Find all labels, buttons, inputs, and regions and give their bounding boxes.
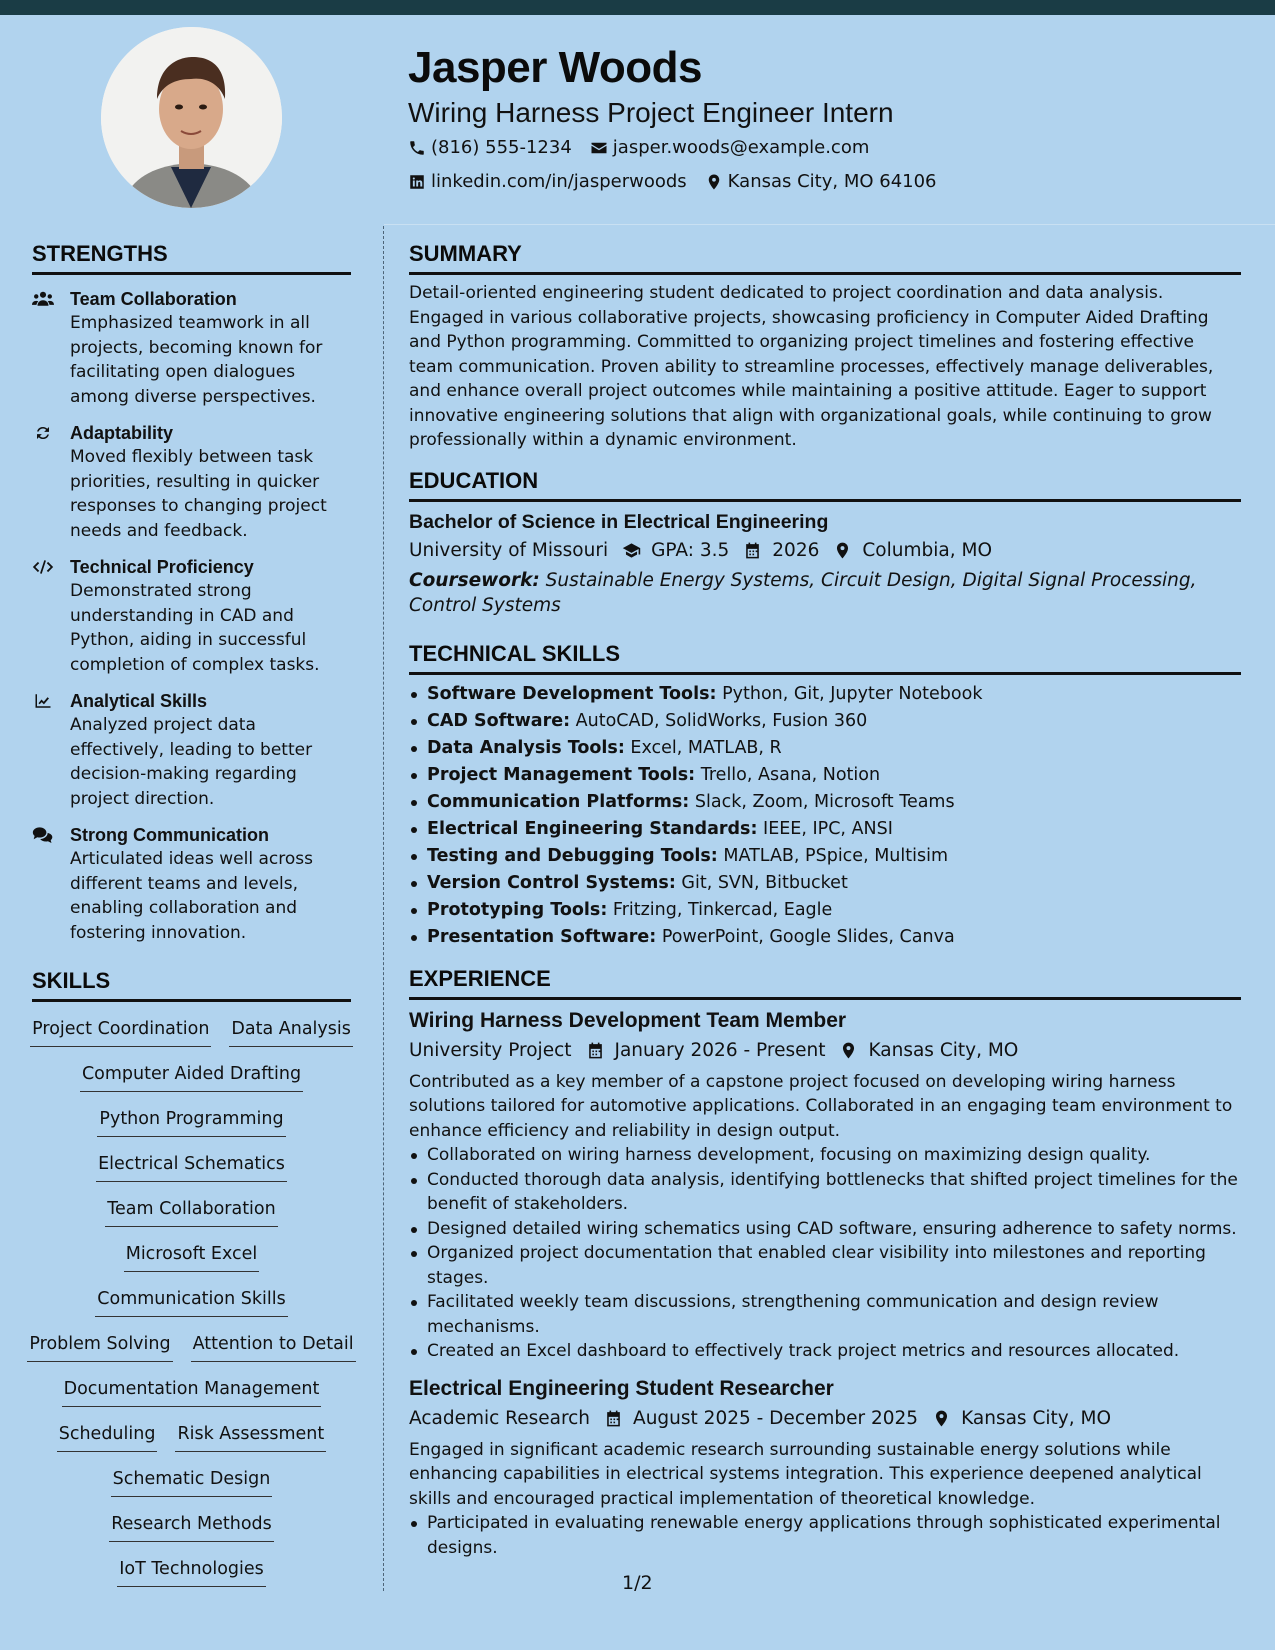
tech-skill-label: Prototyping Tools: [427,899,608,920]
strength-title: Adaptability [70,423,174,443]
list-item [409,789,1241,816]
top-accent-bar [0,0,1275,15]
skill-tag: Scheduling [57,1421,158,1452]
skill-tag: Data Analysis [229,1016,352,1047]
job-bullets [409,1143,1241,1364]
strength-desc: Moved flexibly between task priorities, resulting in quicker responses to changing project needs and feedback. [70,447,327,541]
left-column [29,240,354,1601]
code-icon [32,558,54,576]
skill-tag: Python Programming [97,1106,285,1137]
tech-skill-value: Slack, Zoom, Microsoft Teams [694,791,955,812]
technical-skills-heading: TECHNICAL SKILLS [409,640,1241,675]
list-item [409,843,1241,870]
header [408,40,1238,198]
tech-skill-value: Python, Git, Jupyter Notebook [722,683,983,704]
experience-heading: EXPERIENCE [409,965,1241,1000]
refresh-icon [32,424,54,442]
location-contact [705,166,937,198]
job-org: University Project [409,1039,572,1061]
skill-tag: Computer Aided Drafting [80,1061,303,1092]
list-item [409,924,1241,951]
summary-heading: SUMMARY [409,240,1241,275]
map-pin-icon [932,1409,951,1428]
page-number: 1/2 [622,1572,653,1594]
list-item: Organized project documentation that enabled clear visibility into milestones and reporting stages. [409,1241,1241,1290]
job-dates: January 2026 - Present [614,1039,826,1061]
candidate-name: Jasper Woods [408,43,702,92]
list-item: Facilitated weekly team discussions, strengthening communication and design review mechanisms. [409,1290,1241,1339]
email-text: jasper.woods@example.com [612,137,870,158]
skill-tag: Project Coordination [30,1016,211,1047]
list-item [409,708,1241,735]
calendar-icon [604,1409,623,1428]
job-entry [409,1374,1241,1561]
list-item: Conducted thorough data analysis, identifying bottlenecks that shifted project timelines for the benefit of stakeholders. [409,1168,1241,1217]
comments-icon [32,826,54,844]
skill-tag: Documentation Management [62,1376,322,1407]
job-location: Kansas City, MO [961,1407,1111,1429]
strength-item [32,689,351,811]
education-heading: EDUCATION [409,467,1241,502]
location-text: Kansas City, MO 64106 [727,171,937,192]
list-item [409,897,1241,924]
list-item [409,735,1241,762]
job-location: Kansas City, MO [868,1039,1019,1061]
linkedin-text: linkedin.com/in/jasperwoods [431,171,687,192]
map-pin-icon [705,173,723,191]
chart-line-icon [32,692,54,710]
skill-tag: Schematic Design [111,1466,273,1497]
school-name: University of Missouri [409,539,609,561]
strength-item [32,555,351,677]
job-title: Electrical Engineering Student Researcher [409,1376,834,1400]
strength-title: Team Collaboration [70,289,237,309]
map-pin-icon [839,1041,858,1060]
phone-icon [408,139,426,157]
tech-skill-value: Git, SVN, Bitbucket [681,872,848,893]
strength-desc: Demonstrated strong understanding in CAD and Python, aiding in successful completion of complex tasks. [70,581,320,675]
skill-tag: Communication Skills [95,1286,287,1317]
tech-skill-value: Fritzing, Tinkercad, Eagle [612,899,833,920]
header-divider [384,224,1275,225]
gpa: GPA: 3.5 [651,539,730,561]
email-contact[interactable] [590,132,870,164]
linkedin-contact[interactable] [408,166,687,198]
candidate-title: Wiring Harness Project Engineer Intern [408,97,894,128]
list-item [409,681,1241,708]
list-item: Collaborated on wiring harness development, focusing on maximizing design quality. [409,1143,1241,1168]
tech-skill-label: Electrical Engineering Standards: [427,818,758,839]
map-pin-icon [833,541,852,560]
skill-tag: Electrical Schematics [96,1151,287,1182]
coursework-list: Sustainable Energy Systems, Circuit Design, Digital Signal Processing, Control Systems [409,569,1197,616]
tech-skill-label: Communication Platforms: [427,791,690,812]
strength-desc: Analyzed project data effectively, leading to better decision-making regarding project direction. [70,715,313,809]
strength-item [32,421,351,543]
tech-skill-value: PowerPoint, Google Slides, Canva [661,926,955,947]
skills-heading: SKILLS [32,967,351,1002]
tech-skill-label: Testing and Debugging Tools: [427,845,718,866]
tech-skill-value: AutoCAD, SolidWorks, Fusion 360 [575,710,868,731]
education-location: Columbia, MO [862,539,993,561]
skills-list [29,1016,354,1601]
coursework [409,568,1241,618]
job-title: Wiring Harness Development Team Member [409,1008,847,1032]
skill-tag: IoT Technologies [117,1556,266,1587]
degree-title: Bachelor of Science in Electrical Engineering [409,510,829,533]
strength-desc: Articulated ideas well across different teams and levels, enabling collaboration and fostering innovation. [70,849,313,943]
contact-row-1 [408,132,1238,164]
contact-row-2 [408,166,1238,198]
tech-skill-label: Version Control Systems: [427,872,676,893]
tech-skill-value: MATLAB, PSpice, Multisim [723,845,948,866]
column-divider [383,226,384,1591]
tech-skill-label: Project Management Tools: [427,764,696,785]
tech-skill-value: Trello, Asana, Notion [700,764,881,785]
job-bullets [409,1511,1241,1560]
job-description: Contributed as a key member of a capstone project focused on developing wiring harness solutions tailored for automotive applications. Collaborated in an engaging team environment to enhance efficiency and reliability in design output. [409,1071,1233,1141]
education-meta [409,536,1241,566]
strength-item [32,823,351,945]
strength-desc: Emphasized teamwork in all projects, becoming known for facilitating open dialogues among diverse perspectives. [70,313,323,407]
strength-item [32,287,351,409]
list-item [409,816,1241,843]
list-item [409,762,1241,789]
skill-tag: Attention to Detail [191,1331,356,1362]
skill-tag: Risk Assessment [175,1421,326,1452]
tech-skill-label: CAD Software: [427,710,571,731]
tech-skill-label: Presentation Software: [427,926,657,947]
users-icon [32,290,54,308]
profile-photo-illustration [101,27,282,208]
skill-tag: Research Methods [109,1511,274,1542]
job-description: Engaged in significant academic research surrounding sustainable energy solutions while enhancing capabilities in electrical systems integration. This experience deepened analytical skills and encouraged practical implementation of theoretical knowledge. [409,1439,1202,1509]
list-item [409,870,1241,897]
right-column [409,240,1241,1560]
profile-photo [101,27,282,208]
graduation-cap-icon [622,541,641,560]
strength-title: Technical Proficiency [70,557,254,577]
list-item: Created an Excel dashboard to effectively track project metrics and resources allocated. [409,1339,1241,1364]
strength-title: Strong Communication [70,825,269,845]
job-meta [409,1404,1241,1434]
calendar-icon [743,541,762,560]
job-org: Academic Research [409,1407,591,1429]
graduation-year: 2026 [772,539,820,561]
summary-text: Detail-oriented engineering student dedicated to project coordination and data analysis. Engaged in various collaborative projects, showcasing proficiency in Computer Aided Drafting and Python programming. Committed to organizing project timelines and fostering effective team communication. Proven ability to streamline processes, effectively manage deliverables, and enhance overall project outcomes while maintaining a positive attitude. Eager to support innovative engineering solutions that align with organizational goals, while continuing to grow professionally within a dynamic environment. [409,283,1214,450]
phone-contact[interactable] [408,132,572,164]
envelope-icon [590,139,608,157]
strength-title: Analytical Skills [70,691,208,711]
job-dates: August 2025 - December 2025 [633,1407,919,1429]
job-meta [409,1036,1241,1066]
list-item: Participated in evaluating renewable energy applications through sophisticated experimental designs. [409,1511,1241,1560]
coursework-label: Coursework: [409,569,540,591]
tech-skill-value: Excel, MATLAB, R [630,737,782,758]
calendar-icon [586,1041,605,1060]
tech-skill-value: IEEE, IPC, ANSI [763,818,893,839]
linkedin-icon [408,173,426,191]
technical-skills-list [409,681,1241,951]
job-entry [409,1006,1241,1364]
skill-tag: Team Collaboration [105,1196,277,1227]
list-item: Designed detailed wiring schematics using CAD software, ensuring adherence to safety norms. [409,1217,1241,1242]
phone-text: (816) 555-1234 [431,137,572,158]
skill-tag: Microsoft Excel [124,1241,260,1272]
strengths-heading: STRENGTHS [32,240,351,275]
tech-skill-label: Data Analysis Tools: [427,737,625,758]
skill-tag: Problem Solving [27,1331,172,1362]
tech-skill-label: Software Development Tools: [427,683,717,704]
